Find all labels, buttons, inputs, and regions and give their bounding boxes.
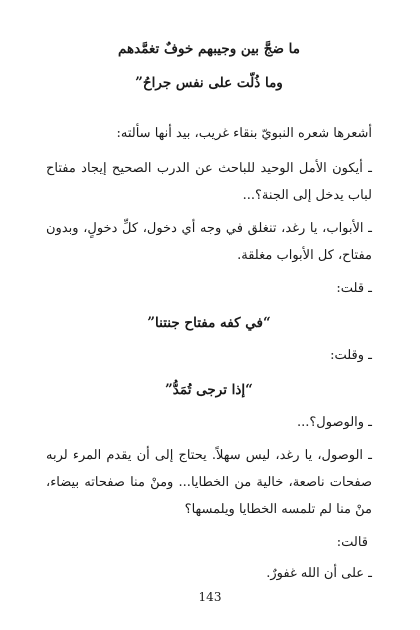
quote-2: “إذا ترجى تُمَدُّ” [165,382,253,398]
paragraph-answer-2: ـ الوصول، يا رغد، ليس سهلاً. يحتاج إلى أن يقدم المرء لربه صفحات ناصعة، خالية من الخطايا... ومنْ منا صفحاته بيضاء، منْ منا لم تلمسه الخطايا ويلمسها؟ [46,448,372,517]
quote-1: “في كفه مفتاح جنتنا” [147,315,271,331]
paragraph-said-3: قالت: [336,535,368,550]
poem-line-1: ما ضجَّ بين وجيبهم خوفٌ تغمَّدهم [118,41,300,57]
book-page [46,30,372,630]
paragraph-answer-1: ـ الأبواب، يا رغد، تنغلق في وجه أي دخول، كلِّ دخولٍ، وبدون مفتاح، كل الأبواب مغلقة. [46,221,372,263]
paragraph-question-2: ـ والوصول؟... [296,415,372,430]
page-number: 143 [198,590,222,604]
paragraph-final: ـ على أن الله غفورٌ. [266,566,372,581]
paragraph-said-2: ـ وقلت: [330,348,372,363]
paragraph-question-1: ـ أيكون الأمل الوحيد للباحث عن الدرب الصحيح إيجاد مفتاح لباب يدخل إلى الجنة؟... [46,161,372,203]
paragraph-intro: أشعرها شعره النبويّ بنقاء غريب، بيد أنها سألته: [116,126,372,141]
paragraph-said-1: ـ قلت: [336,281,372,296]
poem-line-2: وما ذُلّت على نفس جراحُ” [135,75,283,91]
